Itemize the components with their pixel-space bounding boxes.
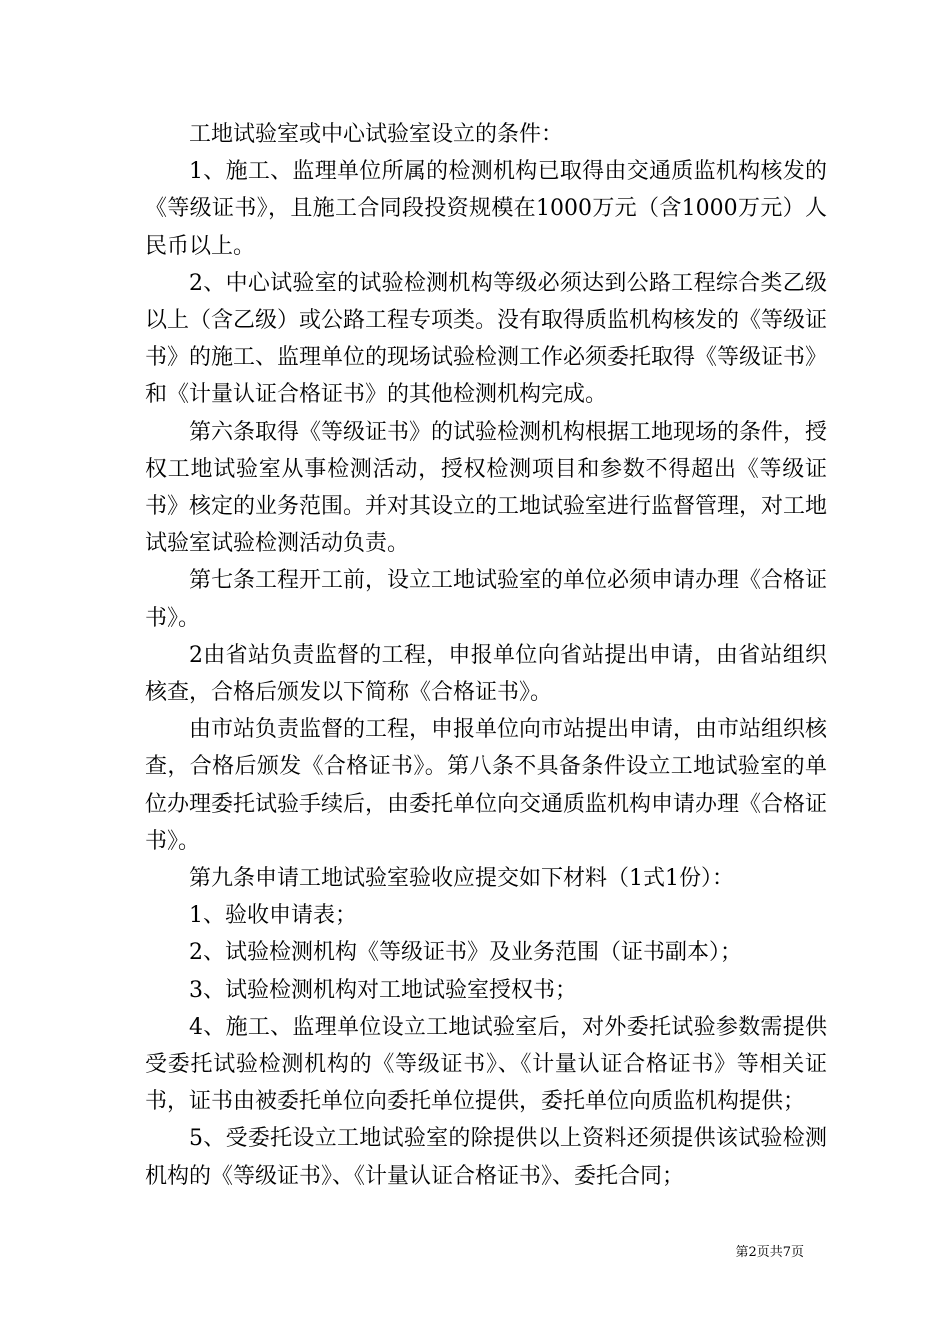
paragraph-condition-2: 2、中心试验室的试验检测机构等级必须达到公路工程综合类乙级以上（含乙级）或公路工程专项类。没有取得质监机构核发的《等级证书》的施工、监理单位的现场试验检测工作必须委托取得《等级证书》和《计量认证合格证书》的其他检测机构完成。	[145, 270, 828, 408]
paragraph-condition-1: 1、施工、监理单位所属的检测机构已取得由交通质监机构核发的《等级证书》，且施工合同段投资规模在1000万元（含1000万元）人民币以上。	[145, 159, 827, 259]
list-item-4: 4、施工、监理单位设立工地试验室后，对外委托试验参数需提供受委托试验检测机构的《等级证书》、《计量认证合格证书》等相关证书，证书由被委托单位向委托单位提供，委托单位向质监机构提供；	[145, 1014, 827, 1115]
paragraph-article-7: 第七条工程开工前，设立工地试验室的单位必须申请办理《合格证书》。	[145, 568, 828, 631]
paragraph-setup-conditions: 工地试验室或中心试验室设立的条件：	[189, 122, 564, 147]
paragraph-city-station-article-8: 由市站负责监督的工程，申报单位向市站提出申请，由市站组织核查，合格后颁发《合格证书》。第八条不具备条件设立工地试验室的单位办理委托试验手续后，由委托单位向交通质监机构申请办理《合格证书》。	[145, 717, 828, 854]
page-number-footer: 第2页共7页	[735, 1245, 804, 1260]
list-item-1: 1、验收申请表；	[189, 903, 357, 929]
list-item-2: 2、试验检测机构《等级证书》及业务范围（证书副本）；	[189, 940, 742, 966]
paragraph-provincial-station: 2由省站负责监督的工程，申报单位向省站提出申请，由省站组织核查，合格后颁发以下简称《合格证书》。	[145, 642, 827, 706]
paragraph-article-9: 第九条申请工地试验室验收应提交如下材料（1式1份）：	[189, 866, 734, 892]
list-item-5: 5、受委托设立工地试验室的除提供以上资料还须提供该试验检测机构的《等级证书》、《计量认证合格证书》、委托合同；	[145, 1126, 827, 1189]
document-body	[145, 116, 827, 1195]
paragraph-article-6: 第六条取得《等级证书》的试验检测机构根据工地现场的条件，授权工地试验室从事检测活动，授权检测项目和参数不得超出《等级证书》核定的业务范围。并对其设立的工地试验室进行监督管理，对工地试验室试验检测活动负责。	[145, 419, 828, 557]
list-item-3: 3、试验检测机构对工地试验室授权书；	[189, 977, 577, 1003]
